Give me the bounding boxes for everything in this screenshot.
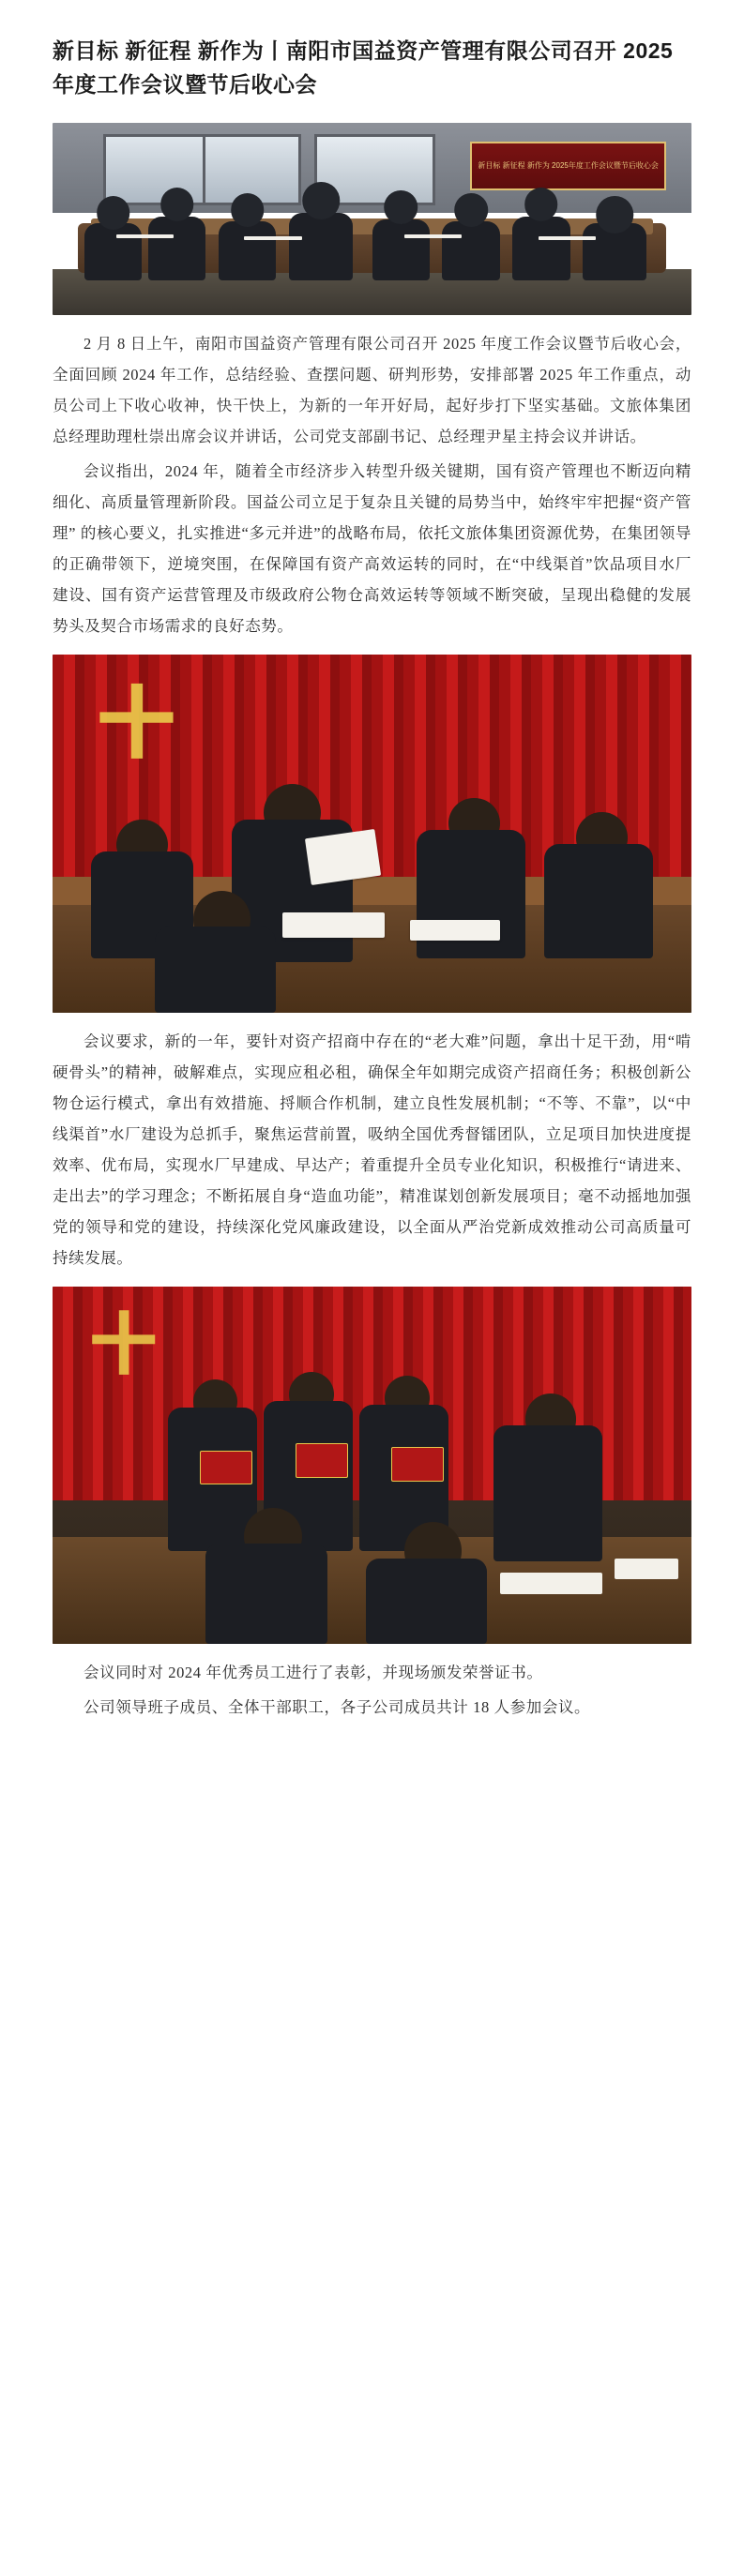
award-photo-3 <box>53 1287 691 1644</box>
certificate <box>200 1451 252 1484</box>
photo-2-canvas <box>53 655 691 1012</box>
paragraph-4: 会议同时对 2024 年优秀员工进行了表彰，并现场颁发荣誉证书。 <box>84 1664 543 1682</box>
page-title: 新目标 新征程 新作为丨南阳市国益资产管理有限公司召开 2025 年度工作会议暨节后收心会 <box>53 38 674 98</box>
attendee <box>372 219 430 281</box>
certificate <box>391 1447 444 1481</box>
certificate <box>296 1443 348 1477</box>
attendee <box>155 926 276 1013</box>
attendee <box>442 221 499 281</box>
document-on-table <box>539 236 596 240</box>
window-left <box>103 134 300 205</box>
photo-1-canvas <box>53 123 691 316</box>
document-on-table <box>410 920 499 942</box>
paragraph-3: 会议要求，新的一年，要针对资产招商中存在的“老大难”问题，拿出十足干劲，用“啃硬骨头”的精神，破解难点，实现应租必租，确保全年如期完成资产招商任务；积极创新公物仓运行模式，拿出有效措施、捋顺合作机制，建立良性发展机制；“不等、不靠”，以“中线渠首”水厂建设为总抓手，聚焦运营前置，吸纳全国优秀督镭团队，立足项目加快进度提效率、优布局，实现水厂早建成、早达产；着重提升全员专业化知识，积极推行“请进来、走出去”的学习理念；不断拓展自身“造血功能”，精准谋划创新发展项目；毫不动摇地加强党的领导和党的建设，持续深化党风廉政建设，以全面从严治党新成效推动公司高质量可持续发展。 <box>53 1032 691 1267</box>
attendee <box>219 221 276 281</box>
document-on-table <box>244 236 301 240</box>
attendee <box>512 217 569 280</box>
attendee <box>544 844 653 958</box>
meeting-photo-1 <box>53 123 691 316</box>
document-on-table <box>500 1573 602 1594</box>
paragraph-1: 2 月 8 日上午，南阳市国益资产管理有限公司召开 2025 年度工作会议暨节后收心会，全面回顾 2024 年工作，总结经验、查摆问题、研判形势，安排部署 2025 年工作重点，动员公司上下收心收神，快干快上，为新的一年开好局，起好步打下坚实基础。文旅体集团总经理助理杜崇出席会议并讲话，公司党支部副书记、总经理尹星主持会议并讲话。 <box>53 335 691 446</box>
paragraph-5: 公司领导班子成员、全体干部职工，各子公司成员共计 18 人参加会议。 <box>84 1698 591 1717</box>
spacer <box>53 1277 691 1287</box>
attendee <box>148 217 205 280</box>
spacer <box>53 645 691 655</box>
photo-3-canvas <box>53 1287 691 1644</box>
document-on-table <box>282 912 385 938</box>
attendee <box>84 223 142 281</box>
attendee <box>366 1559 487 1645</box>
attendee <box>583 223 646 281</box>
meeting-photo-2 <box>53 655 691 1012</box>
meeting-banner: 新目标 新征程 新作为 2025年度工作会议暨节后收心会 <box>470 142 665 189</box>
paragraph-2: 会议指出，2024 年，随着全市经济步入转型升级关键期，国有资产管理也不断迈向精细化、高质量管理新阶段。国益公司立足于复杂且关键的局势当中，始终牢牢把握“资产管理” 的核心要义，扎实推进“多元并进”的战略布局，依托文旅体集团资源优势，在集团领导的正确带领下，逆境突围，在保障国有资产高效运转的同时，在“中线渠首”饮品项目水厂建设、国有资产运营管理及市级政府公物仓高效运转等领域不断突破，呈现出稳健的发展势头及契合市场需求的良好态势。 <box>53 462 691 636</box>
document-on-table <box>404 234 462 238</box>
attendee <box>493 1425 602 1561</box>
document-in-hand <box>305 829 381 885</box>
document-on-table <box>615 1559 678 1580</box>
document-on-table <box>116 234 174 238</box>
attendee <box>205 1544 326 1644</box>
attendee <box>289 213 353 280</box>
